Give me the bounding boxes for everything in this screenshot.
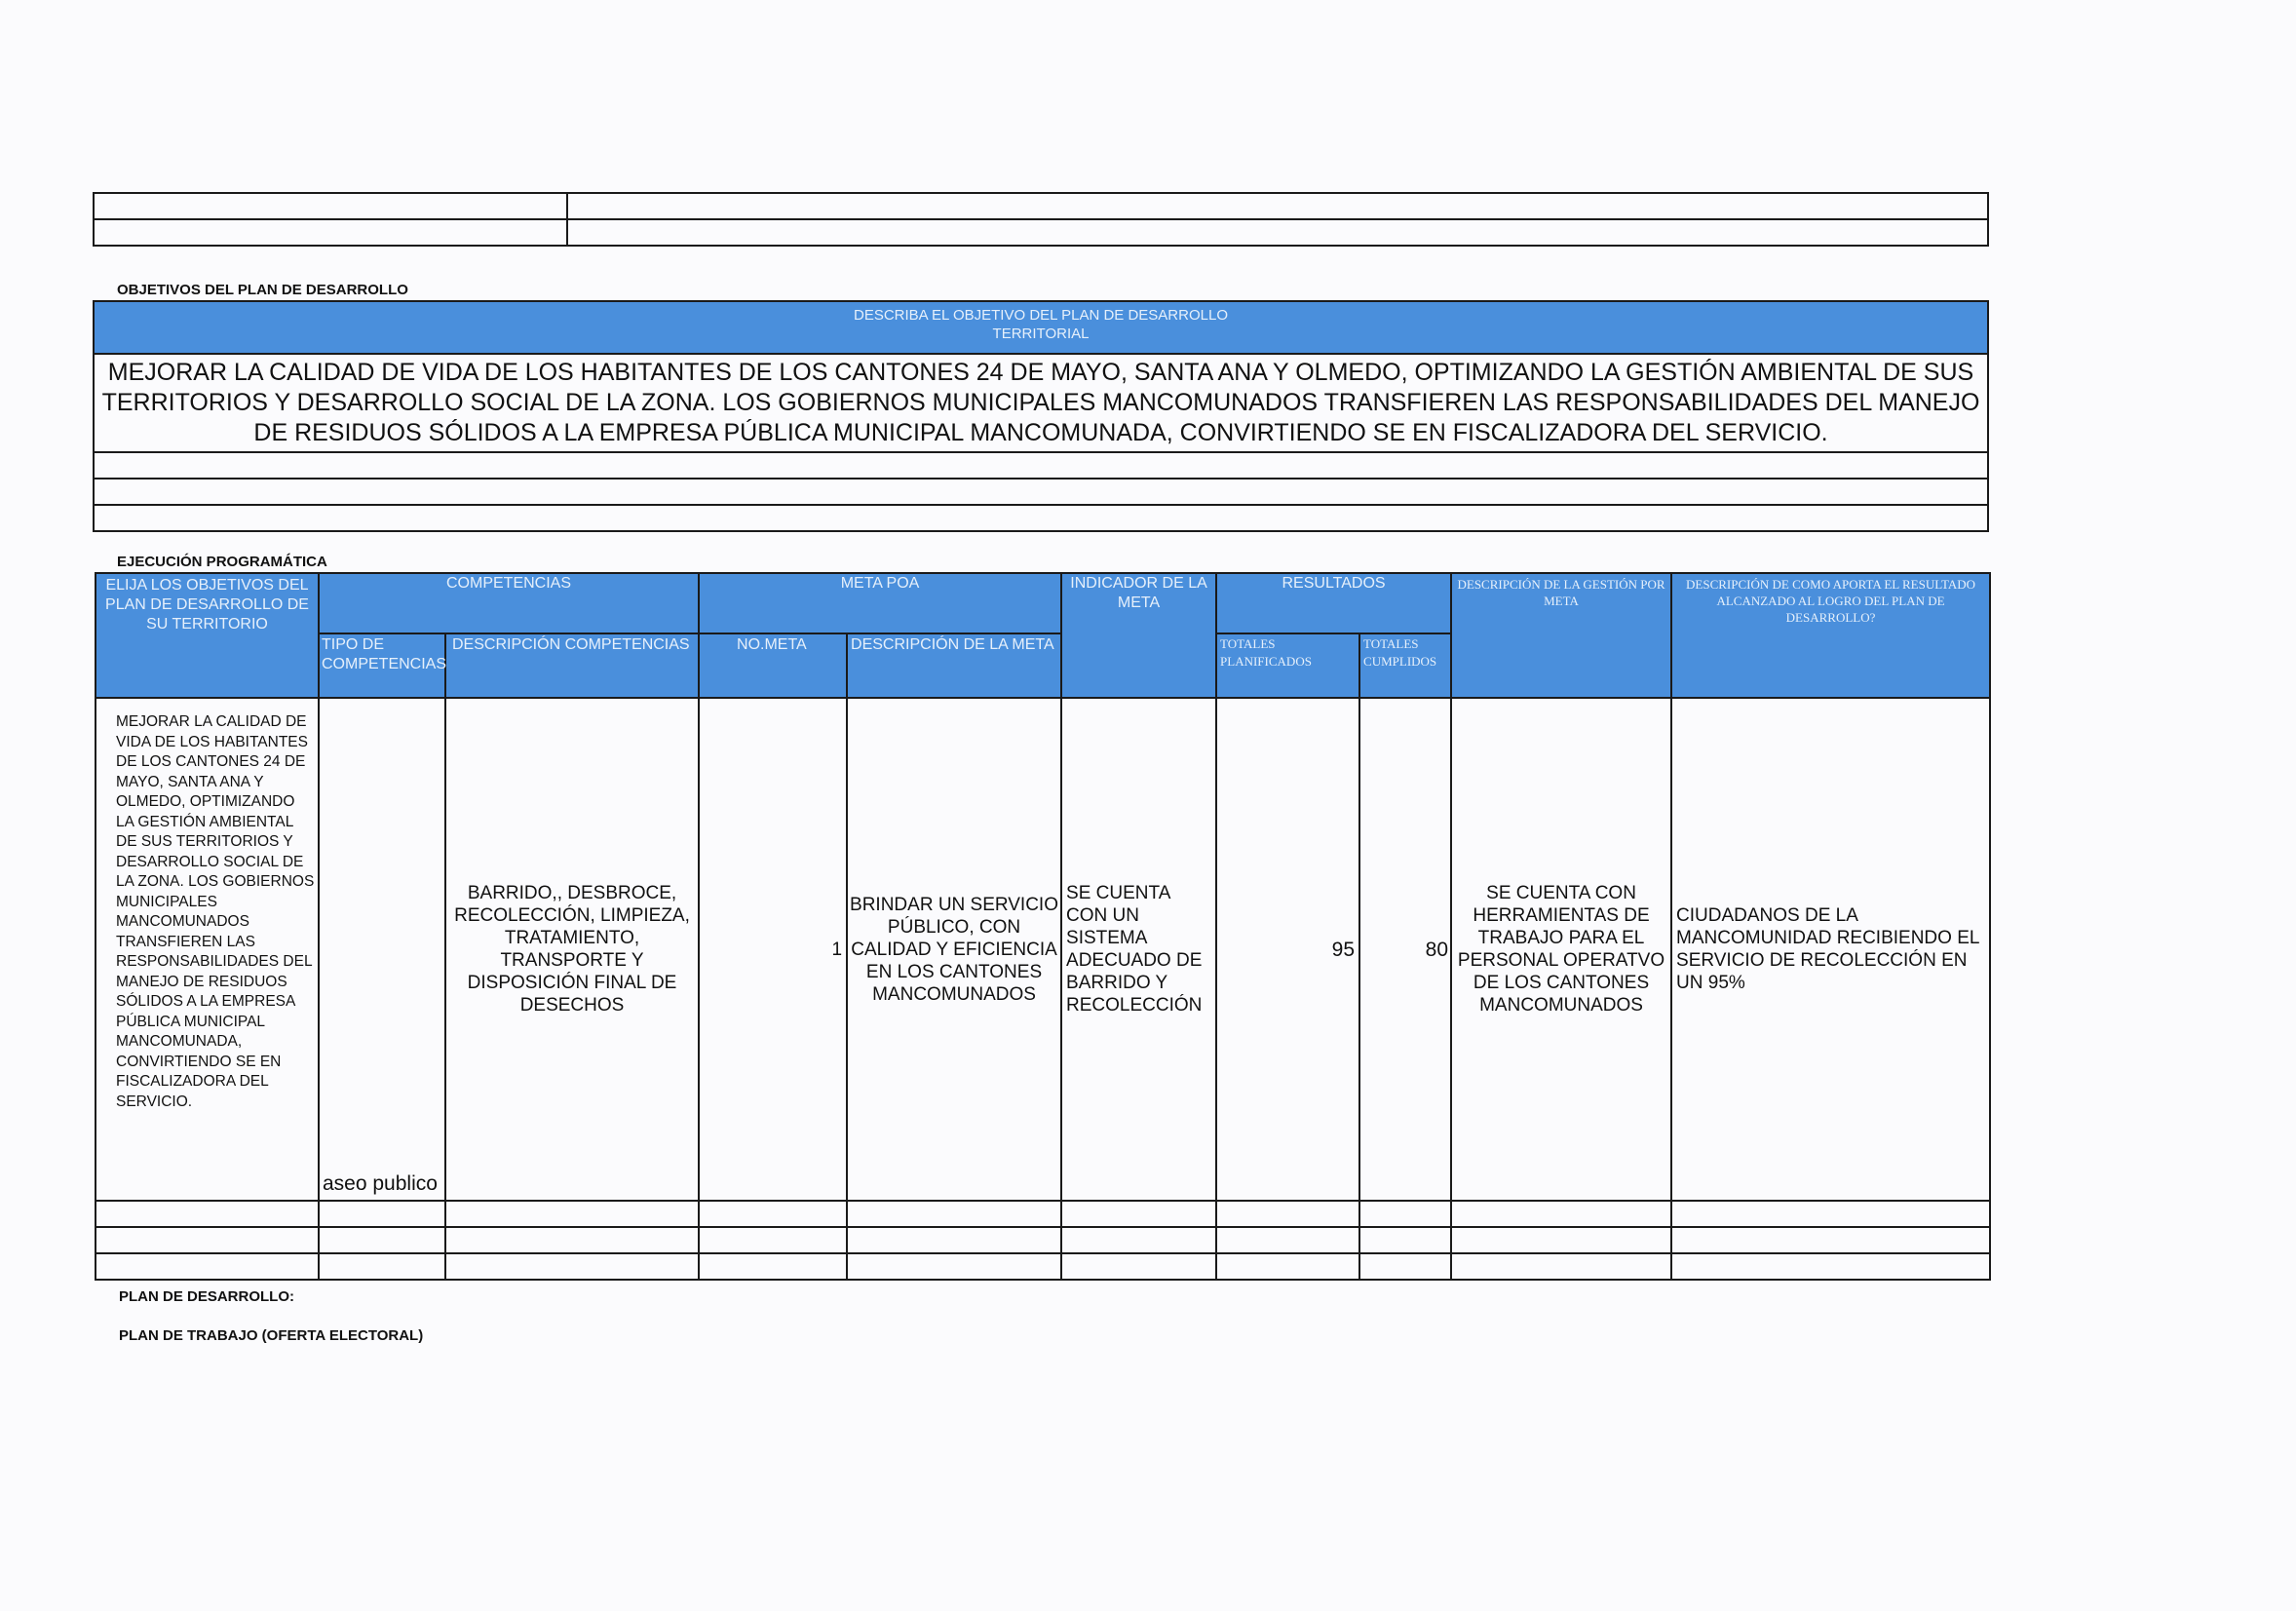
header-resultados: RESULTADOS bbox=[1216, 573, 1451, 633]
plan-desarrollo-label: PLAN DE DESARROLLO: bbox=[119, 1288, 294, 1305]
table-row bbox=[94, 219, 1988, 246]
table-cell[interactable] bbox=[567, 193, 1988, 219]
table-row bbox=[96, 698, 1990, 1201]
objetivo-text[interactable]: MEJORAR LA CALIDAD DE VIDA DE LOS HABITANTES DE LOS CANTONES 24 DE MAYO, SANTA ANA Y OLMEDO, OPTIMIZANDO LA GESTIÓN AMBIENTAL DE SUS TERRITORIOS Y DESARROLLO SOCIAL DE LA ZONA. LOS GOBIERNOS MUNICIPALES MANCOMUNADOS TRANSFIEREN LAS RESPONSABILIDADES DEL MANEJO DE RESIDUOS SÓLIDOS A LA EMPRESA PÚBLICA MUNICIPAL MANCOMUNADA, CONVIRTIENDO SE EN FISCALIZADORA DEL SERVICIO. bbox=[94, 354, 1988, 452]
table-cell[interactable] bbox=[847, 1253, 1061, 1280]
table-cell[interactable] bbox=[1671, 1253, 1990, 1280]
table-cell[interactable] bbox=[319, 1253, 445, 1280]
cell-descripcion-competencias[interactable]: BARRIDO,, DESBROCE, RECOLECCIÓN, LIMPIEZA, TRATAMIENTO, TRANSPORTE Y DISPOSICIÓN FINAL DE DESECHOS bbox=[445, 698, 699, 1201]
table-cell[interactable] bbox=[847, 1201, 1061, 1227]
cell-totales-cumplidos[interactable]: 80 bbox=[1359, 698, 1451, 1201]
table-cell[interactable] bbox=[1671, 1201, 1990, 1227]
empty-row[interactable] bbox=[94, 505, 1988, 531]
header-descripcion-competencias: DESCRIPCIÓN COMPETENCIAS bbox=[445, 633, 699, 698]
table-cell[interactable] bbox=[1061, 1253, 1216, 1280]
table-cell[interactable] bbox=[445, 1201, 699, 1227]
table-cell[interactable] bbox=[699, 1227, 847, 1253]
table-cell[interactable] bbox=[445, 1253, 699, 1280]
table-cell[interactable] bbox=[1359, 1227, 1451, 1253]
section-objetivos-label: OBJETIVOS DEL PLAN DE DESARROLLO bbox=[117, 282, 408, 298]
table-cell[interactable] bbox=[1216, 1227, 1359, 1253]
table-row bbox=[94, 193, 1988, 219]
table-cell[interactable] bbox=[1061, 1227, 1216, 1253]
empty-row[interactable] bbox=[94, 479, 1988, 505]
cell-objetivo[interactable]: MEJORAR LA CALIDAD DE VIDA DE LOS HABITANTES DE LOS CANTONES 24 DE MAYO, SANTA ANA Y OLMEDO, OPTIMIZANDO LA GESTIÓN AMBIENTAL DE SUS TERRITORIOS Y DESARROLLO SOCIAL DE LA ZONA. LOS GOBIERNOS MUNICIPALES MANCOMUNADOS TRANSFIEREN LAS RESPONSABILIDADES DEL MANEJO DE RESIDUOS SÓLIDOS A LA EMPRESA PÚBLICA MUNICIPAL MANCOMUNADA, CONVIRTIENDO SE EN FISCALIZADORA DEL SERVICIO. bbox=[96, 698, 319, 1201]
table-cell[interactable] bbox=[1061, 1201, 1216, 1227]
objetivo-header bbox=[94, 301, 1988, 354]
table-cell[interactable] bbox=[1216, 1253, 1359, 1280]
ejecucion-programatica-table bbox=[95, 572, 1991, 1281]
table-cell[interactable] bbox=[445, 1227, 699, 1253]
table-cell[interactable] bbox=[1671, 1227, 1990, 1253]
table-cell[interactable] bbox=[1359, 1201, 1451, 1227]
top-info-table bbox=[93, 192, 1989, 247]
cell-indicador[interactable]: SE CUENTA CON UN SISTEMA ADECUADO DE BARRIDO Y RECOLECCIÓN bbox=[1061, 698, 1216, 1201]
cell-tipo-competencia[interactable]: aseo publico bbox=[319, 698, 445, 1201]
plan-trabajo-label: PLAN DE TRABAJO (OFERTA ELECTORAL) bbox=[119, 1327, 424, 1344]
table-cell[interactable] bbox=[699, 1253, 847, 1280]
table-cell[interactable] bbox=[1451, 1227, 1671, 1253]
cell-totales-planificados[interactable]: 95 bbox=[1216, 698, 1359, 1201]
cell-descripcion-meta[interactable]: BRINDAR UN SERVICIO PÚBLICO, CON CALIDAD Y EFICIENCIA EN LOS CANTONES MANCOMUNADOS bbox=[847, 698, 1061, 1201]
table-cell[interactable] bbox=[1451, 1201, 1671, 1227]
objetivo-header-line1: DESCRIBA EL OBJETIVO DEL PLAN DE DESARROLLO bbox=[853, 307, 1228, 324]
cell-descripcion-aporta[interactable]: CIUDADANOS DE LA MANCOMUNIDAD RECIBIENDO EL SERVICIO DE RECOLECCIÓN EN UN 95% bbox=[1671, 698, 1990, 1201]
table-cell[interactable] bbox=[319, 1227, 445, 1253]
header-elija-objetivos: ELIJA LOS OBJETIVOS DEL PLAN DE DESARROLLO DE SU TERRITORIO bbox=[96, 573, 319, 698]
table-cell[interactable] bbox=[1216, 1201, 1359, 1227]
header-descripcion-aporta: DESCRIPCIÓN DE COMO APORTA EL RESULTADO ALCANZADO AL LOGRO DEL PLAN DE DESARROLLO? bbox=[1671, 573, 1990, 698]
table-cell[interactable] bbox=[96, 1201, 319, 1227]
table-cell[interactable] bbox=[94, 193, 567, 219]
table-cell[interactable] bbox=[567, 219, 1988, 246]
table-cell[interactable] bbox=[94, 219, 567, 246]
table-cell[interactable] bbox=[847, 1227, 1061, 1253]
empty-row[interactable] bbox=[94, 452, 1988, 479]
cell-descripcion-gestion[interactable]: SE CUENTA CON HERRAMIENTAS DE TRABAJO PARA EL PERSONAL OPERATVO DE LOS CANTONES MANCOMUNADOS bbox=[1451, 698, 1671, 1201]
header-totales-cumplidos: TOTALES CUMPLIDOS bbox=[1359, 633, 1451, 698]
section-ejecucion-label: EJECUCIÓN PROGRAMÁTICA bbox=[117, 554, 327, 570]
table-cell[interactable] bbox=[699, 1201, 847, 1227]
table-row bbox=[96, 1227, 1990, 1253]
objetivo-header-line2: TERRITORIAL bbox=[992, 326, 1090, 342]
header-indicador-meta: INDICADOR DE LA META bbox=[1061, 573, 1216, 698]
header-descripcion-gestion: DESCRIPCIÓN DE LA GESTIÓN POR META bbox=[1451, 573, 1671, 698]
table-cell[interactable] bbox=[319, 1201, 445, 1227]
header-meta-poa: META POA bbox=[699, 573, 1061, 633]
table-cell[interactable] bbox=[96, 1253, 319, 1280]
header-no-meta: NO.META bbox=[699, 633, 847, 698]
objetivos-table bbox=[93, 300, 1989, 532]
table-cell[interactable] bbox=[96, 1227, 319, 1253]
cell-no-meta[interactable]: 1 bbox=[699, 698, 847, 1201]
table-cell[interactable] bbox=[1359, 1253, 1451, 1280]
table-cell[interactable] bbox=[1451, 1253, 1671, 1280]
table-row bbox=[96, 1253, 1990, 1280]
header-competencias: COMPETENCIAS bbox=[319, 573, 699, 633]
header-totales-planificados: TOTALES PLANIFICADOS bbox=[1216, 633, 1359, 698]
table-row bbox=[96, 1201, 1990, 1227]
header-descripcion-meta: DESCRIPCIÓN DE LA META bbox=[847, 633, 1061, 698]
header-tipo-competencias: TIPO DE COMPETENCIAS bbox=[319, 633, 445, 698]
